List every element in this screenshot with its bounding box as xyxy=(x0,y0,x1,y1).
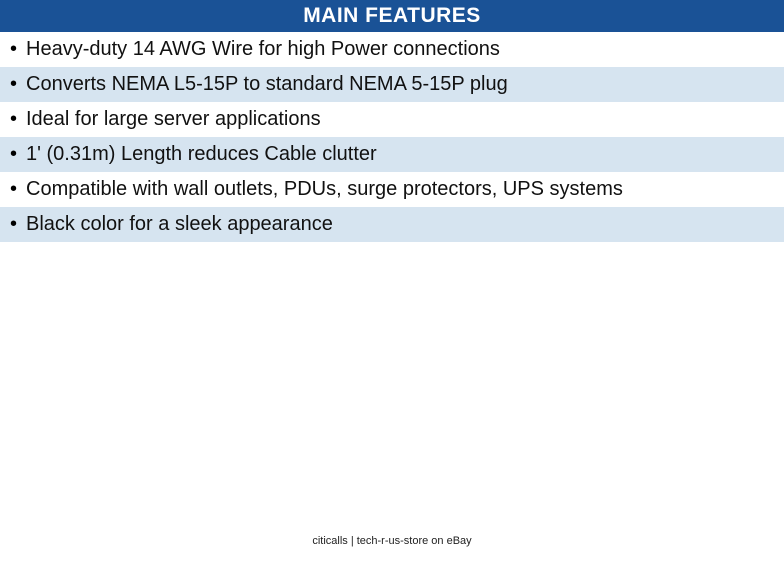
list-item xyxy=(0,67,784,102)
list-item-text: Converts NEMA L5-15P to standard NEMA 5-15P plug xyxy=(26,73,508,95)
list-item-text: Compatible with wall outlets, PDUs, surge protectors, UPS systems xyxy=(26,178,623,200)
bullet-icon: • xyxy=(10,178,18,200)
bullet-icon: • xyxy=(10,38,18,60)
bullet-icon: • xyxy=(10,213,18,235)
list-item-text: Heavy-duty 14 AWG Wire for high Power connections xyxy=(26,38,500,60)
list-item xyxy=(0,102,784,137)
bullet-icon: • xyxy=(10,73,18,95)
features-list xyxy=(0,32,784,242)
list-item xyxy=(0,207,784,242)
list-item-text: Ideal for large server applications xyxy=(26,108,321,130)
list-item xyxy=(0,172,784,207)
list-item-text: 1' (0.31m) Length reduces Cable clutter xyxy=(26,143,377,165)
page-title: MAIN FEATURES xyxy=(0,0,784,32)
list-item-text: Black color for a sleek appearance xyxy=(26,213,333,235)
bullet-icon: • xyxy=(10,108,18,130)
list-item xyxy=(0,137,784,172)
bullet-icon: • xyxy=(10,143,18,165)
footer-attribution: citicalls | tech-r-us-store on eBay xyxy=(312,535,472,547)
list-item xyxy=(0,32,784,67)
